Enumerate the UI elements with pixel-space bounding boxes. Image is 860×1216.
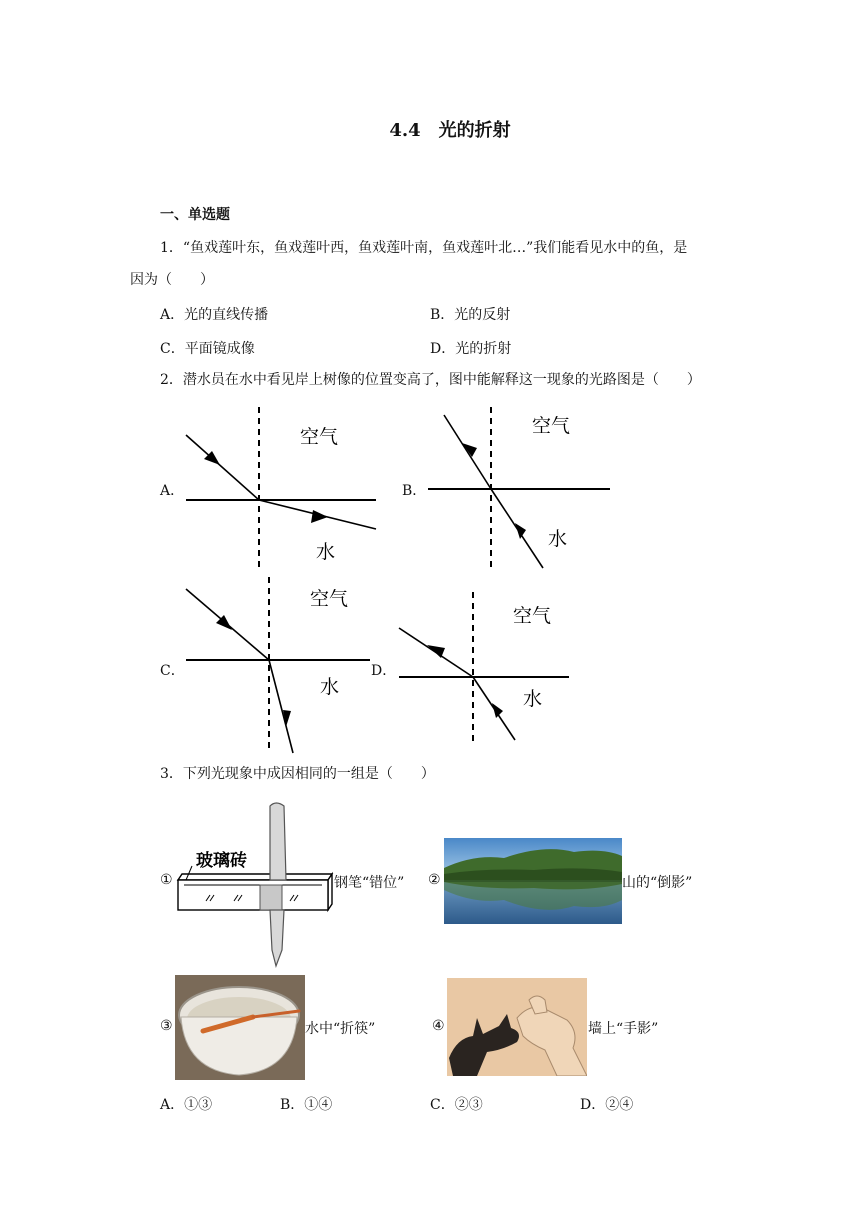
water-label: 水 (548, 528, 568, 550)
q3-item4-number: ④ (432, 1018, 445, 1034)
q3-stem: 3．下列光现象中成因相同的一组是（ ） (160, 766, 435, 782)
q1-option-d[interactable]: D．光的折射 (430, 341, 512, 357)
arrow-icon (515, 523, 526, 539)
q3-item1-caption: 钢笔“错位” (334, 875, 405, 891)
pen-glass-brick-image (172, 800, 334, 968)
air-label: 空气 (532, 415, 571, 437)
q2-diagram-c[interactable] (180, 575, 380, 755)
q2-option-d-letter[interactable]: D． (371, 663, 397, 679)
water-label: 水 (523, 688, 543, 710)
q3-item2-caption: 山的“倒影” (622, 875, 693, 891)
q1-option-a[interactable]: A．光的直线传播 (160, 307, 269, 323)
q3-item3-caption: 水中“折筷” (305, 1021, 376, 1037)
q2-stem: 2．潜水员在水中看见岸上树像的位置变高了，图中能解释这一现象的光路图是（ ） (160, 372, 701, 388)
water-label: 水 (320, 676, 340, 698)
q2-diagram-d[interactable] (395, 590, 580, 745)
q3-option-a[interactable]: A．①③ (160, 1097, 213, 1113)
air-label: 空气 (513, 605, 552, 627)
air-label: 空气 (310, 588, 349, 610)
bent-chopstick-image (175, 975, 305, 1080)
q1-stem-line2: 因为（ ） (130, 272, 214, 288)
q3-item4-caption: 墙上“手影” (588, 1021, 659, 1037)
page-title: 4.4 光的折射 (389, 120, 511, 141)
q1-option-c[interactable]: C．平面镜成像 (160, 341, 255, 357)
q3-item3-number: ③ (160, 1018, 173, 1034)
q3-option-c[interactable]: C．②③ (430, 1097, 483, 1113)
water-label: 水 (316, 541, 336, 563)
arrow-icon (311, 510, 328, 523)
mountain-reflection-image (444, 838, 622, 924)
q1-stem-line1: 1．“鱼戏莲叶东，鱼戏莲叶西，鱼戏莲叶南，鱼戏莲叶北…”我们能看见水中的鱼，是 (160, 240, 688, 256)
q3-item2-number: ② (428, 872, 441, 888)
q1-option-b[interactable]: B．光的反射 (430, 307, 511, 323)
q3-option-d[interactable]: D．②④ (580, 1097, 634, 1113)
arrow-icon (492, 703, 503, 718)
glass-brick-label: 玻璃砖 (196, 851, 247, 871)
q2-diagram-a[interactable] (180, 405, 380, 570)
q2-option-b-letter[interactable]: B． (402, 483, 427, 499)
hand-shadow-image (447, 978, 587, 1076)
q2-option-c-letter[interactable]: C． (160, 663, 185, 679)
q3-item1-number: ① (160, 872, 173, 888)
air-label: 空气 (300, 426, 339, 448)
section-heading: 一、单选题 (160, 207, 230, 223)
q2-diagram-b[interactable] (420, 405, 620, 570)
q3-option-b[interactable]: B．①④ (280, 1097, 333, 1113)
q2-option-a-letter[interactable]: A． (160, 483, 185, 499)
